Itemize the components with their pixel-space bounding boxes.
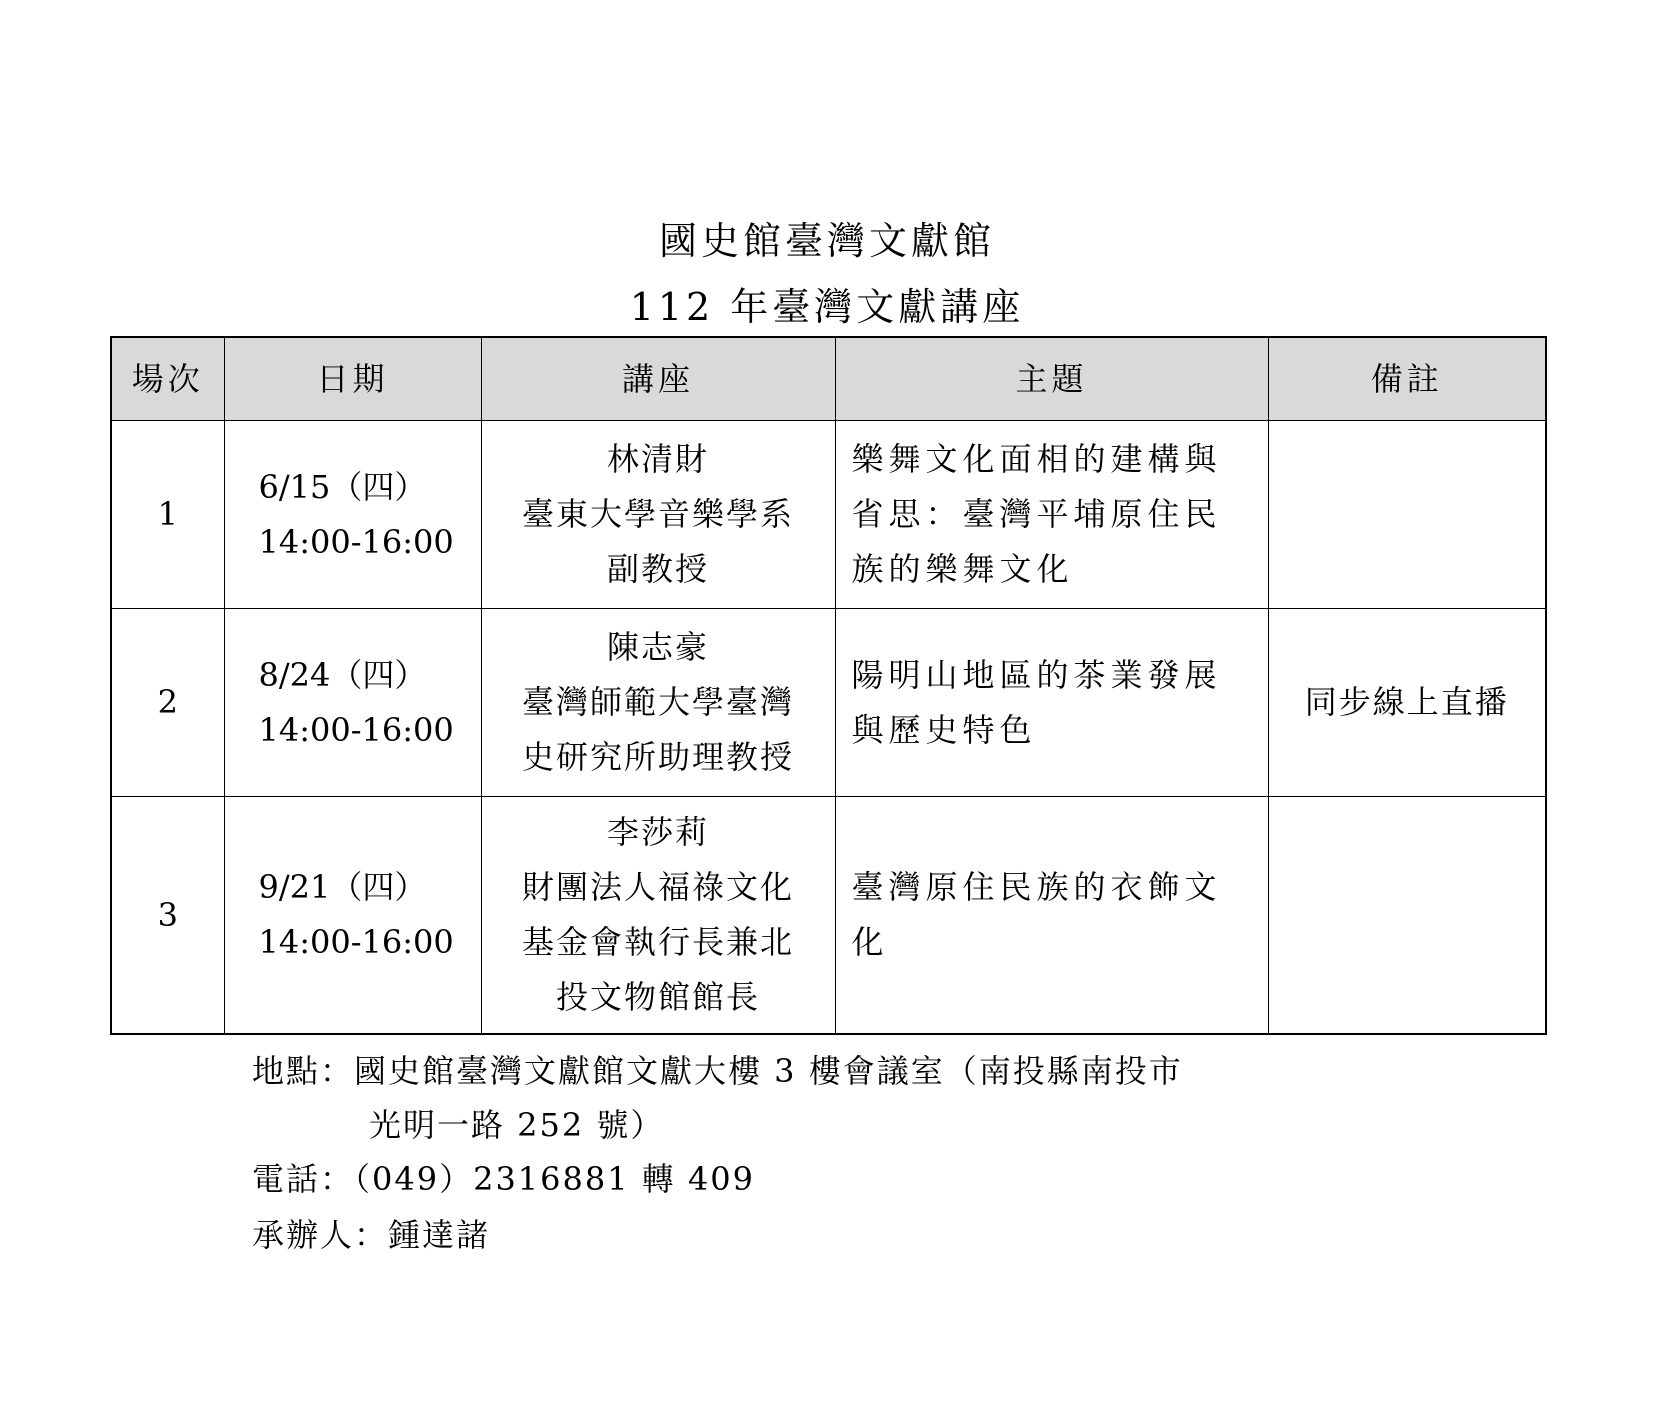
column-header-topic: 主題 — [835, 337, 1268, 421]
topic-line: 陽明山地區的茶業發展 — [851, 655, 1222, 694]
topic-line: 省思：臺灣平埔原住民 — [851, 495, 1222, 533]
session-note — [1268, 797, 1546, 1035]
session-datetime — [224, 609, 481, 797]
session-speaker — [481, 609, 835, 797]
speaker-name: 林清財 — [606, 440, 709, 478]
topic-line: 族的樂舞文化 — [851, 550, 1074, 588]
document-title: 國史館臺灣文獻館 — [658, 219, 995, 263]
session-time: 14:00-16:00 — [258, 923, 454, 961]
topic-line: 與歷史特色 — [851, 710, 1037, 749]
session-number: 3 — [111, 797, 224, 1035]
column-header-note: 備註 — [1268, 337, 1546, 421]
session-topic — [835, 797, 1268, 1035]
table-row — [111, 797, 1546, 1035]
session-time: 14:00-16:00 — [258, 522, 454, 561]
session-speaker — [481, 421, 835, 609]
footer-location: 地點：國史館臺灣文獻館文獻大樓 3 樓會議室（南投縣南投市 — [252, 1052, 1183, 1090]
footer-contact-person: 承辦人：鍾達諸 — [252, 1216, 491, 1254]
speaker-title: 副教授 — [606, 550, 709, 588]
speaker-affiliation: 財團法人福祿文化 — [521, 868, 794, 906]
session-date: 8/24（四） — [258, 655, 427, 694]
table-row — [111, 421, 1546, 609]
session-topic — [835, 421, 1268, 609]
footer-location-continued: 光明一路 252 號） — [369, 1106, 665, 1144]
table-header-row — [111, 337, 1546, 421]
session-date: 6/15（四） — [258, 467, 427, 506]
topic-line: 樂舞文化面相的建構與 — [851, 440, 1222, 478]
column-header-speaker: 講座 — [481, 337, 835, 421]
document-subtitle: 112 年臺灣文獻講座 — [629, 285, 1025, 329]
lecture-schedule-table — [110, 336, 1547, 1035]
topic-line: 化 — [851, 923, 889, 961]
column-header-session: 場次 — [111, 337, 224, 421]
speaker-title: 史研究所助理教授 — [521, 738, 794, 776]
session-datetime — [224, 421, 481, 609]
session-topic — [835, 609, 1268, 797]
session-number: 2 — [111, 609, 224, 797]
session-number: 1 — [111, 421, 224, 609]
speaker-name: 陳志豪 — [606, 628, 709, 666]
speaker-affiliation: 基金會執行長兼北 — [521, 923, 794, 961]
session-note: 同步線上直播 — [1268, 609, 1546, 797]
session-time: 14:00-16:00 — [258, 710, 454, 749]
speaker-name: 李莎莉 — [606, 813, 709, 851]
table-row — [111, 609, 1546, 797]
session-speaker — [481, 797, 835, 1035]
session-datetime — [224, 797, 481, 1035]
speaker-affiliation: 臺東大學音樂學系 — [521, 495, 794, 533]
speaker-title: 投文物館館長 — [555, 978, 760, 1016]
speaker-affiliation: 臺灣師範大學臺灣 — [521, 683, 794, 721]
session-date: 9/21（四） — [258, 868, 427, 906]
column-header-date: 日期 — [224, 337, 481, 421]
session-note — [1268, 421, 1546, 609]
footer-phone: 電話：（049）2316881 轉 409 — [252, 1160, 756, 1198]
topic-line: 臺灣原住民族的衣飾文 — [851, 868, 1222, 906]
